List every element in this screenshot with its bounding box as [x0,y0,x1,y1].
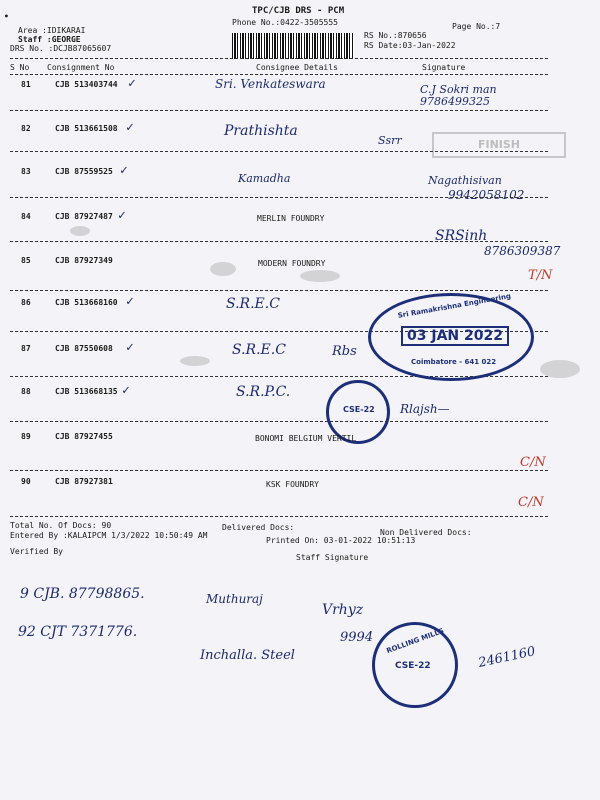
column-header-consignment: Consignment No [47,63,115,72]
consignee-details: MERLIN FOUNDRY [257,214,325,223]
divider [10,421,548,422]
consignee-details: BONOMI BELGIUM VERTIL [255,434,357,443]
annotation-cn: C/N [520,455,546,470]
verified-by: Verified By [10,547,63,556]
check-icon: ✓ [126,294,134,309]
row-consignment: CJB 513668160 [55,298,118,307]
row-consignment: CJB 513403744 [55,80,118,89]
row-consignment: CJB 87927349 [55,256,113,265]
scribble-signature: Nagathisivan [428,174,502,187]
handwritten-phone: 2461160 [477,644,537,671]
divider [10,290,548,291]
stamp-name: Sri Ramakrishna Engineering [397,292,512,320]
area-label: Area :IDIKARAI [18,26,86,35]
handwritten-phone: 9994 [340,630,374,645]
row-sno: 86 [21,298,31,307]
scribble-signature: Vrhyz [322,602,364,618]
row-sno: 88 [21,387,31,396]
dot-mark: • [4,12,9,21]
scribble-signature: Ssrr [378,134,402,147]
smudge [70,226,90,236]
handwritten-note: 92 CJT 7371776. [18,624,138,640]
consignee-details: KSK FOUNDRY [266,480,319,489]
row-sno: 81 [21,80,31,89]
check-icon: ✓ [126,340,134,355]
annotation-cn: C/N [518,495,544,510]
drs-number: DRS No. :DCJB87065607 [10,44,112,53]
stamp-city: Coimbatore - 641 022 [411,358,497,366]
row-sno: 90 [21,477,31,486]
entered-by: Entered By :KALAIPCM 1/3/2022 10:50:49 AM [10,531,208,540]
handwritten-signature: Prathishta [224,123,298,139]
row-sno: 87 [21,344,31,353]
check-icon: ✓ [120,163,128,178]
column-header-sno: S No [10,63,30,72]
handwritten-signature: Kamadha [238,172,291,185]
row-consignment: CJB 87927381 [55,477,113,486]
divider [10,110,548,111]
printed-on: Printed On: 03-01-2022 10:51:13 [266,536,416,545]
check-icon: ✓ [122,383,130,398]
stamp-date: 03 JAN 2022 [401,326,509,346]
row-sno: 82 [21,124,31,133]
scribble-signature: SRSinh [435,228,488,244]
divider [10,470,548,471]
delivered-docs: Delivered Docs: [222,523,295,532]
mills-stamp-text: ROLLING MILLS [385,626,445,656]
row-sno: 84 [21,212,31,221]
divider [10,58,548,59]
handwritten-phone: 8786309387 [484,244,561,258]
handwritten-phone: 9942058102 [448,188,525,202]
column-header-consignee: Consignee Details [256,63,338,72]
row-sno: 85 [21,256,31,265]
non-delivered-docs: Non Delivered Docs: [380,528,472,537]
smudge [210,262,236,276]
phone-number: Phone No.:0422-3505555 [232,18,338,27]
staff-signature-label: Staff Signature [296,553,369,562]
total-docs: Total No. Of Docs: 90 [10,521,112,530]
row-sno: 89 [21,432,31,441]
rs-date: RS Date:03-Jan-2022 [364,41,456,50]
handwritten-name: Inchalla. Steel [200,648,295,663]
mills-stamp-code: CSE-22 [395,661,431,671]
row-consignment: CJB 87559525 [55,167,113,176]
divider [10,151,548,152]
check-icon: ✓ [118,208,126,223]
consignee-details: MODERN FOUNDRY [258,259,326,268]
check-icon: ✓ [126,120,134,135]
scribble-signature: Rbs [332,344,357,359]
row-consignment: CJB 513668135 [55,387,118,396]
column-header-signature: Signature [422,63,466,72]
row-sno: 83 [21,167,31,176]
company-stamp [368,293,534,381]
row-consignment: CJB 87927487 [55,212,113,221]
page-title: TPC/CJB DRS - PCM [252,6,345,16]
divider [10,74,548,75]
scribble-signature: Rlajsh— [400,402,450,416]
row-consignment: CJB 87927455 [55,432,113,441]
divider [10,516,548,517]
handwritten-note: 9 CJB. 87798865. [20,586,145,602]
handwritten-name: Muthuraj [206,592,263,606]
barcode-image [232,33,354,59]
staff-label: Staff :GEORGE [18,35,81,44]
smudge [300,270,340,282]
mills-stamp [372,622,458,708]
divider [10,241,548,242]
handwritten-signature: S.R.P.C. [236,384,291,400]
handwritten-signature: S.R.E.C [232,342,286,358]
rs-number: RS No.:870656 [364,31,427,40]
row-consignment: CJB 87550608 [55,344,113,353]
handwritten-signature: S.R.E.C [226,296,280,312]
handwritten-signature: Sri. Venkateswara [215,77,326,91]
handwritten-signature: C.J Sokri man 9786499325 [420,83,497,108]
round-stamp-text: CSE-22 [343,405,375,414]
page-number: Page No.:7 [452,22,501,31]
divider [10,197,548,198]
smudge [540,360,580,378]
check-icon: ✓ [128,76,136,91]
row-consignment: CJB 513661508 [55,124,118,133]
finish-stamp: FINISH [432,132,566,158]
smudge [180,356,210,366]
annotation-tn: T/N [528,268,553,283]
